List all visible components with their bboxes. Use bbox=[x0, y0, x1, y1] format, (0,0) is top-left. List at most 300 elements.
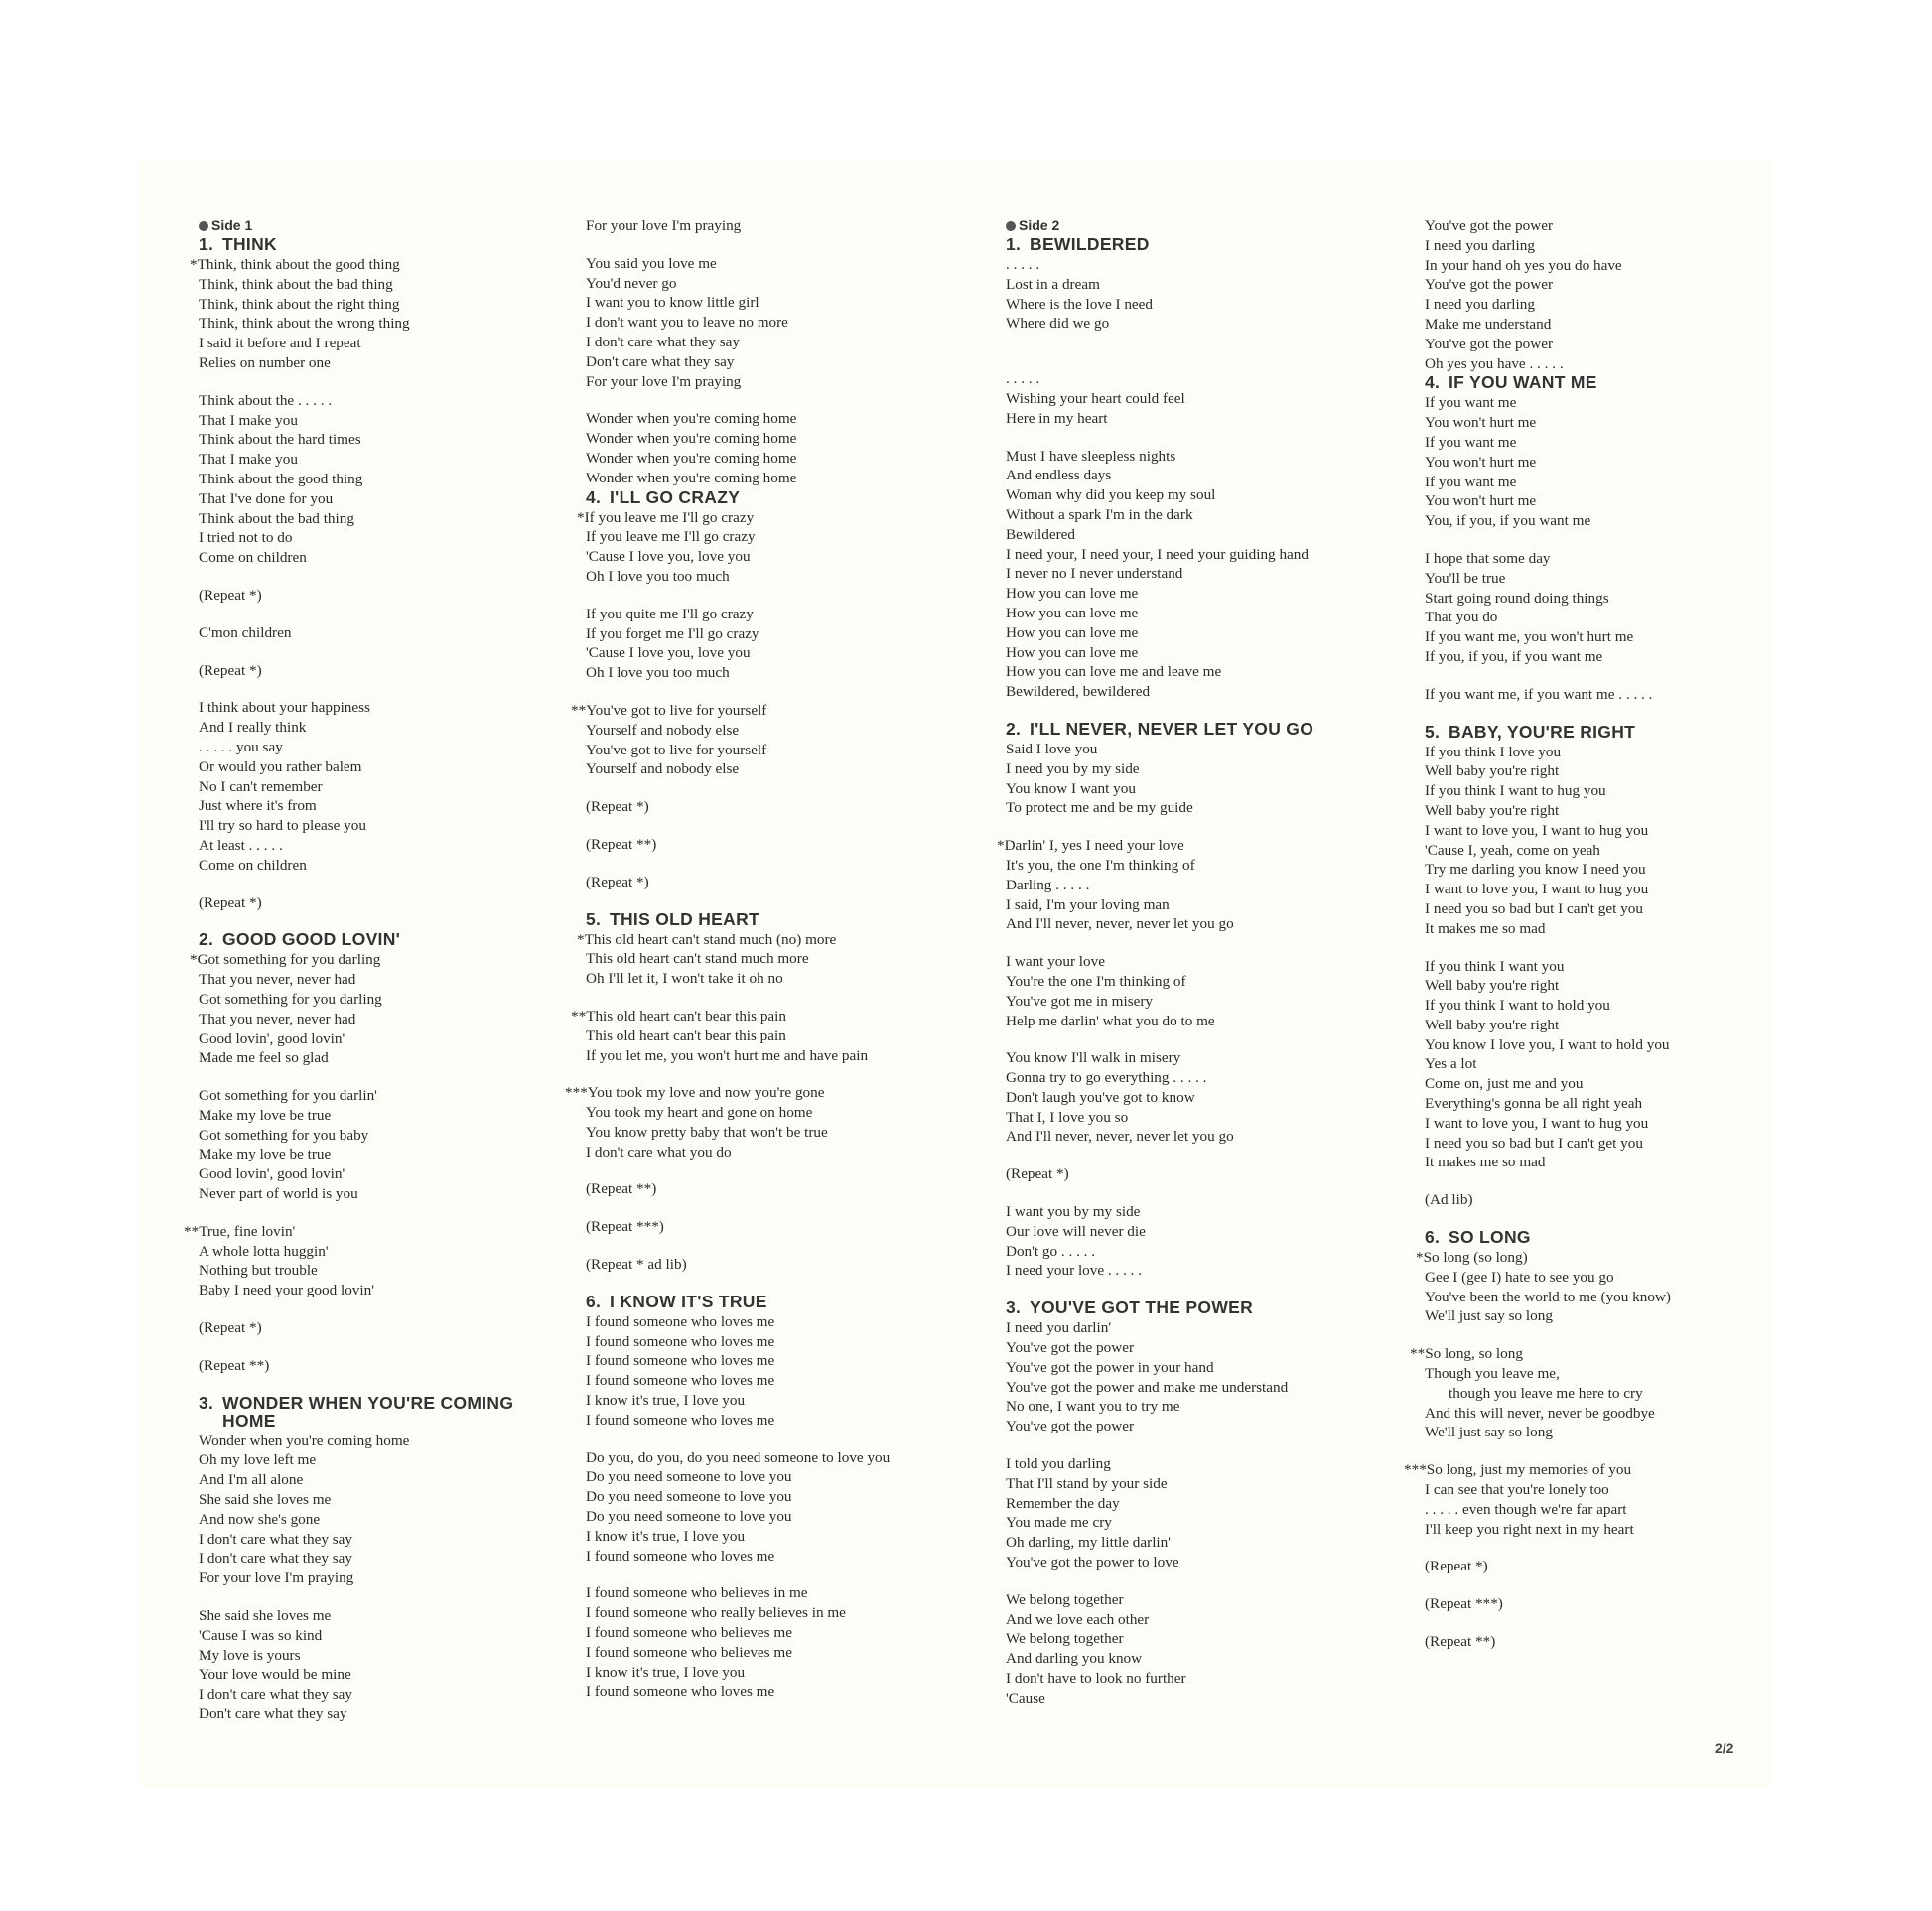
lyric-line: Gonna try to go everything . . . . . bbox=[1006, 1069, 1207, 1087]
lyric-line: You know I want you bbox=[1006, 779, 1136, 797]
stanza-gap bbox=[586, 1237, 983, 1255]
lyric-line: Oh I love you too much bbox=[586, 664, 730, 682]
lyric-line: You've got the power bbox=[1425, 276, 1554, 294]
lyric-line: Well baby you're right bbox=[1425, 801, 1560, 819]
lyric-line: I need you darling bbox=[1425, 236, 1535, 254]
lyric-line: Start going round doing things bbox=[1425, 589, 1609, 607]
lyric-line: Oh darling, my little darlin' bbox=[1006, 1534, 1171, 1552]
lyric-line: ***So long, just my memories of you bbox=[1404, 1461, 1632, 1479]
lyric-line: I found someone who loves me bbox=[586, 1372, 775, 1390]
lyric-line: My love is yours bbox=[199, 1646, 301, 1664]
lyric-line: I found someone who believes me bbox=[586, 1643, 792, 1661]
song-title-text: THIS OLD HEART bbox=[610, 908, 760, 929]
song-number: 6. bbox=[586, 1291, 602, 1311]
lyric-line: If you let me, you won't hurt me and have pain bbox=[586, 1046, 869, 1064]
stanza-gap bbox=[199, 680, 596, 698]
stanza-gap bbox=[586, 1566, 983, 1583]
song-title bbox=[199, 930, 596, 948]
lyric-line: Must I have sleepless nights bbox=[1006, 447, 1176, 465]
song-title-continued: HOME bbox=[222, 1410, 276, 1431]
lyric-line: For your love I'm praying bbox=[586, 217, 742, 234]
lyric-line: I told you darling bbox=[1006, 1455, 1111, 1473]
lyric-line: You know I'll walk in misery bbox=[1006, 1049, 1181, 1067]
lyric-line: I want to love you, I want to hug you bbox=[1425, 1114, 1649, 1132]
lyric-line: Wonder when you're coming home bbox=[586, 430, 797, 448]
lyric-line: Here in my heart bbox=[1006, 409, 1108, 427]
song-title-text: I KNOW IT'S TRUE bbox=[610, 1291, 767, 1311]
lyric-line: I think about your happiness bbox=[199, 699, 370, 717]
song-title-text: SO LONG bbox=[1449, 1227, 1531, 1248]
stanza-gap bbox=[586, 587, 983, 605]
lyric-line: Wonder when you're coming home bbox=[586, 449, 797, 467]
lyric-line: **This old heart can't bear this pain bbox=[571, 1007, 786, 1024]
lyric-line: Relies on number one bbox=[199, 353, 331, 371]
lyric-line: And darling you know bbox=[1006, 1650, 1143, 1668]
lyric-line: No one, I want you to try me bbox=[1006, 1398, 1180, 1416]
lyric-line: *If you leave me I'll go crazy bbox=[577, 508, 755, 526]
stanza-gap bbox=[1006, 1030, 1403, 1048]
lyric-line: If you, if you, if you want me bbox=[1425, 647, 1603, 665]
lyric-line: Think, think about the bad thing bbox=[199, 275, 393, 293]
song-title bbox=[1006, 1298, 1403, 1316]
lyric-line: Good lovin', good lovin' bbox=[199, 1029, 345, 1047]
lyric-line: You made me cry bbox=[1006, 1514, 1112, 1532]
stanza-gap bbox=[1006, 1184, 1403, 1202]
lyric-line: I found someone who really believes in me bbox=[586, 1604, 846, 1622]
lyric-line: Come on children bbox=[199, 856, 307, 874]
lyric-line: Help me darlin' what you do to me bbox=[1006, 1012, 1215, 1029]
lyric-line: Well baby you're right bbox=[1425, 1016, 1560, 1033]
lyric-line: Make my love be true bbox=[199, 1106, 332, 1124]
lyric-line: (Repeat ***) bbox=[586, 1218, 664, 1236]
lyric-line: Baby I need your good lovin' bbox=[199, 1282, 374, 1299]
lyric-line: That you never, never had bbox=[199, 1010, 356, 1027]
lyric-line: If you think I want you bbox=[1425, 957, 1565, 975]
lyric-line: Think about the . . . . . bbox=[199, 391, 333, 409]
lyric-line: Said I love you bbox=[1006, 740, 1098, 757]
lyric-line: I don't care what they say bbox=[586, 333, 740, 350]
lyric-line: I want you by my side bbox=[1006, 1203, 1141, 1221]
lyric-line: (Repeat **) bbox=[1425, 1633, 1496, 1651]
side-label bbox=[199, 216, 596, 235]
song-number: 3. bbox=[1006, 1297, 1022, 1318]
lyric-line: Think about the good thing bbox=[199, 470, 363, 487]
song-number: 5. bbox=[586, 908, 602, 929]
lyric-line: You've got the power bbox=[1425, 335, 1554, 352]
lyric-line: I found someone who loves me bbox=[586, 1352, 775, 1370]
lyric-line: (Repeat *) bbox=[199, 893, 262, 911]
stanza-gap bbox=[586, 1065, 983, 1083]
lyric-line: Remember the day bbox=[1006, 1494, 1120, 1512]
song-title bbox=[199, 1394, 596, 1430]
lyric-line: *Got something for you darling bbox=[190, 951, 381, 969]
lyric-line: *So long (so long) bbox=[1416, 1249, 1528, 1267]
lyric-line: Try me darling you know I need you bbox=[1425, 861, 1646, 879]
lyric-line: That I make you bbox=[199, 411, 298, 429]
lyric-line: Your love would be mine bbox=[199, 1666, 351, 1684]
stanza-gap bbox=[586, 817, 983, 835]
song-title bbox=[586, 488, 983, 506]
lyric-line: Don't go . . . . . bbox=[1006, 1242, 1096, 1260]
lyrics-column bbox=[565, 216, 983, 1702]
lyric-line: I found someone who loves me bbox=[586, 1411, 775, 1429]
lyric-line: Wishing your heart could feel bbox=[1006, 389, 1185, 407]
lyric-line: I don't care what you do bbox=[586, 1143, 732, 1160]
lyric-line: You won't hurt me bbox=[1425, 492, 1537, 510]
lyric-line: I want to love you, I want to hug you bbox=[1425, 821, 1649, 839]
song-title bbox=[586, 910, 983, 928]
stanza-gap bbox=[586, 236, 983, 254]
lyric-line: (Repeat *) bbox=[586, 873, 649, 890]
lyric-line: Got something for you baby bbox=[199, 1126, 369, 1144]
lyric-line: Never part of world is you bbox=[199, 1185, 358, 1203]
lyric-line: (Repeat *) bbox=[586, 798, 649, 816]
lyric-line: We'll just say so long bbox=[1425, 1307, 1553, 1325]
stanza-gap bbox=[1006, 818, 1403, 836]
lyric-line: You've got the power to love bbox=[1006, 1554, 1179, 1571]
lyric-line: (Repeat **) bbox=[586, 1180, 657, 1198]
stanza-gap bbox=[1425, 1172, 1822, 1190]
stanza-gap bbox=[1425, 1614, 1822, 1632]
stanza-gap bbox=[586, 855, 983, 873]
lyric-line: And this will never, never be goodbye bbox=[1425, 1404, 1655, 1422]
stanza-gap bbox=[586, 779, 983, 797]
song-title-text: IF YOU WANT ME bbox=[1449, 372, 1597, 393]
lyric-line: *Darlin' I, yes I need your love bbox=[997, 837, 1184, 855]
lyric-line: Come on children bbox=[199, 549, 307, 567]
song-number: 3. bbox=[199, 1392, 214, 1413]
lyric-line: I found someone who believes in me bbox=[586, 1584, 808, 1602]
lyric-line: I found someone who loves me bbox=[586, 1312, 775, 1330]
lyric-line: It's you, the one I'm thinking of bbox=[1006, 856, 1195, 874]
lyric-line: (Ad lib) bbox=[1425, 1191, 1473, 1209]
lyric-line: And I'll never, never, never let you go bbox=[1006, 915, 1234, 933]
lyric-line: I don't care what they say bbox=[199, 1530, 352, 1548]
lyric-line: If you want me, if you want me . . . . . bbox=[1425, 685, 1653, 703]
lyric-line: I found someone who believes me bbox=[586, 1624, 792, 1642]
lyric-line: And I'll never, never, never let you go bbox=[1006, 1128, 1234, 1146]
lyric-line: though you leave me here to cry bbox=[1449, 1384, 1643, 1402]
lyric-line: Or would you rather balem bbox=[199, 757, 362, 775]
song-number: 5. bbox=[1425, 721, 1441, 742]
lyrics-column bbox=[184, 216, 596, 1724]
stanza-gap bbox=[1425, 667, 1822, 685]
lyric-line: Wonder when you're coming home bbox=[586, 469, 797, 486]
lyric-line: I can see that you're lonely too bbox=[1425, 1481, 1609, 1499]
lyric-line: And I'm all alone bbox=[199, 1471, 304, 1489]
lyric-line: You know pretty baby that won't be true bbox=[586, 1123, 828, 1141]
song-title bbox=[586, 1293, 983, 1310]
lyric-line: Good lovin', good lovin' bbox=[199, 1165, 345, 1183]
lyric-line: Come on, just me and you bbox=[1425, 1075, 1584, 1093]
lyric-line: Yourself and nobody else bbox=[586, 721, 740, 739]
lyric-line: You've been the world to me (you know) bbox=[1425, 1288, 1671, 1305]
lyric-line: You've got the power bbox=[1425, 217, 1554, 234]
side-label-text: Side 1 bbox=[211, 217, 253, 233]
lyric-line: *This old heart can't stand much (no) more bbox=[577, 930, 837, 948]
stanza-gap bbox=[199, 1338, 596, 1356]
lyric-line: Oh my love left me bbox=[199, 1451, 317, 1469]
lyric-line: That I'll stand by your side bbox=[1006, 1474, 1168, 1492]
lyric-line: A whole lotta huggin' bbox=[199, 1242, 329, 1260]
lyric-line: *Think, think about the good thing bbox=[190, 256, 400, 273]
song-number: 2. bbox=[1006, 718, 1022, 739]
lyric-line: ***You took my love and now you're gone bbox=[565, 1084, 825, 1102]
lyric-line: If you think I love you bbox=[1425, 743, 1562, 760]
lyric-line: I know it's true, I love you bbox=[586, 1392, 746, 1410]
song-title-text: BEWILDERED bbox=[1030, 234, 1150, 254]
lyric-line: And I really think bbox=[199, 719, 307, 737]
lyric-line: (Repeat *) bbox=[199, 661, 262, 679]
lyric-line: Without a spark I'm in the dark bbox=[1006, 505, 1193, 523]
lyric-line: That I've done for you bbox=[199, 489, 334, 507]
stanza-gap bbox=[1006, 1147, 1403, 1164]
stanza-gap bbox=[586, 683, 983, 701]
lyric-line: (Repeat **) bbox=[199, 1356, 270, 1374]
lyric-line: Made me feel so glad bbox=[199, 1049, 329, 1067]
lyric-line: I want you to know little girl bbox=[586, 294, 759, 312]
lyric-line: I don't have to look no further bbox=[1006, 1670, 1186, 1688]
song-number: 1. bbox=[199, 234, 214, 254]
stanza-gap bbox=[199, 568, 596, 586]
lyric-line: Though you leave me, bbox=[1425, 1365, 1560, 1383]
lyric-line: I said, I'm your loving man bbox=[1006, 895, 1170, 913]
lyric-line: 'Cause I love you, love you bbox=[586, 548, 751, 566]
lyric-line: I need you by my side bbox=[1006, 759, 1140, 777]
lyric-line: For your love I'm praying bbox=[199, 1570, 354, 1587]
lyric-line: You'd never go bbox=[586, 274, 677, 292]
song-title-text: I'LL GO CRAZY bbox=[610, 486, 741, 507]
lyric-line: I need your love . . . . . bbox=[1006, 1262, 1143, 1280]
song-title bbox=[1425, 723, 1822, 741]
lyric-line: I need you darlin' bbox=[1006, 1319, 1112, 1337]
stanza-gap bbox=[1006, 1572, 1403, 1590]
lyric-line: You've got me in misery bbox=[1006, 992, 1154, 1010]
lyric-line: You took my heart and gone on home bbox=[586, 1104, 813, 1122]
lyric-line: I need you darling bbox=[1425, 296, 1535, 314]
lyric-line: I want your love bbox=[1006, 953, 1105, 971]
lyric-line: **You've got to live for yourself bbox=[571, 701, 767, 719]
lyric-line: I said it before and I repeat bbox=[199, 335, 361, 352]
lyric-line: I found someone who loves me bbox=[586, 1332, 775, 1350]
lyric-line: You're the one I'm thinking of bbox=[1006, 972, 1186, 990]
lyric-line: How you can love me bbox=[1006, 604, 1139, 621]
stanza-gap bbox=[1425, 939, 1822, 957]
lyric-line: You won't hurt me bbox=[1425, 414, 1537, 432]
lyric-line: You, if you, if you want me bbox=[1425, 512, 1591, 530]
lyric-line: How you can love me and leave me bbox=[1006, 663, 1222, 681]
song-number: 4. bbox=[586, 486, 602, 507]
lyric-line: You'll be true bbox=[1425, 569, 1506, 587]
lyric-line: Don't laugh you've got to know bbox=[1006, 1088, 1195, 1106]
stanza-gap bbox=[199, 1300, 596, 1318]
stanza-gap bbox=[1006, 429, 1403, 447]
lyric-line: That I, I love you so bbox=[1006, 1108, 1129, 1126]
lyric-line: Got something for you darling bbox=[199, 990, 382, 1008]
song-number: 6. bbox=[1425, 1227, 1441, 1248]
lyric-line: Do you need someone to love you bbox=[586, 1508, 792, 1526]
lyric-line: You've got the power in your hand bbox=[1006, 1358, 1214, 1376]
lyric-line: If you think I want to hold you bbox=[1425, 997, 1610, 1015]
lyric-line: Just where it's from bbox=[199, 797, 317, 815]
lyric-line: Bewildered, bewildered bbox=[1006, 683, 1151, 701]
lyric-line: **True, fine lovin' bbox=[184, 1222, 296, 1240]
stanza-gap bbox=[1006, 1436, 1403, 1454]
lyric-line: Yourself and nobody else bbox=[586, 760, 740, 778]
lyric-line: (Repeat *) bbox=[199, 586, 262, 604]
stanza-gap bbox=[1425, 1576, 1822, 1594]
lyric-line: I'll try so hard to please you bbox=[199, 817, 366, 835]
lyric-line: (Repeat **) bbox=[586, 835, 657, 853]
lyric-line: We belong together bbox=[1006, 1590, 1124, 1608]
lyric-line: Yes a lot bbox=[1425, 1055, 1477, 1073]
lyric-line: If you want me, you won't hurt me bbox=[1425, 628, 1634, 646]
song-number: 4. bbox=[1425, 372, 1441, 393]
lyric-line: It makes me so mad bbox=[1425, 1154, 1546, 1171]
lyric-line: If you think I want to hug you bbox=[1425, 782, 1606, 800]
lyric-line: 'Cause I, yeah, come on yeah bbox=[1425, 841, 1600, 859]
lyric-line: Wonder when you're coming home bbox=[199, 1432, 410, 1449]
lyric-line: 'Cause I was so kind bbox=[199, 1626, 323, 1644]
stanza-gap bbox=[199, 643, 596, 661]
lyric-line: If you forget me I'll go crazy bbox=[586, 624, 759, 642]
lyric-line: Make my love be true bbox=[199, 1146, 332, 1163]
stanza-gap bbox=[1425, 531, 1822, 549]
lyric-line: We'll just say so long bbox=[1425, 1424, 1553, 1441]
lyric-line: And we love each other bbox=[1006, 1610, 1150, 1628]
lyric-line: And now she's gone bbox=[199, 1510, 321, 1528]
stanza-gap bbox=[586, 989, 983, 1007]
lyric-line: Well baby you're right bbox=[1425, 977, 1560, 995]
lyric-line: This old heart can't stand much more bbox=[586, 950, 809, 968]
lyric-line: C'mon children bbox=[199, 623, 292, 641]
song-title-text: YOU'VE GOT THE POWER bbox=[1030, 1297, 1254, 1318]
lyric-line: . . . . . bbox=[1006, 256, 1040, 273]
lyric-line: She said she loves me bbox=[199, 1491, 332, 1509]
lyric-line: Do you need someone to love you bbox=[586, 1468, 792, 1486]
lyric-line: You said you love me bbox=[586, 254, 717, 272]
stanza-gap bbox=[199, 1588, 596, 1606]
bullet-dot-icon bbox=[1006, 221, 1016, 231]
lyric-line: . . . . . even though we're far apart bbox=[1425, 1500, 1627, 1518]
lyric-line: You won't hurt me bbox=[1425, 453, 1537, 471]
lyric-line: That I make you bbox=[199, 451, 298, 469]
lyric-line: Oh yes you have . . . . . bbox=[1425, 354, 1564, 372]
stanza-gap bbox=[586, 391, 983, 409]
lyric-line: You've got to live for yourself bbox=[586, 741, 767, 758]
lyric-line: . . . . . bbox=[1006, 370, 1040, 388]
lyric-line: . . . . . you say bbox=[199, 738, 283, 755]
lyric-line: I want to love you, I want to hug you bbox=[1425, 881, 1649, 898]
lyric-line: (Repeat * ad lib) bbox=[586, 1256, 687, 1274]
lyric-line: Don't care what they say bbox=[586, 352, 735, 370]
lyric-line: You know I love you, I want to hold you bbox=[1425, 1035, 1670, 1053]
stanza-gap bbox=[586, 1199, 983, 1217]
song-title bbox=[1006, 235, 1403, 253]
stanza-gap bbox=[586, 1431, 983, 1448]
lyric-line: I don't care what they say bbox=[199, 1550, 352, 1568]
lyric-line: If you want me bbox=[1425, 394, 1517, 412]
lyric-line: And endless days bbox=[1006, 467, 1112, 484]
lyric-line: Bewildered bbox=[1006, 525, 1076, 543]
lyric-line: I found someone who loves me bbox=[586, 1683, 775, 1701]
lyric-line: I don't want you to leave no more bbox=[586, 314, 788, 332]
lyric-line: In your hand oh yes you do have bbox=[1425, 256, 1622, 274]
lyric-line: Don't care what they say bbox=[199, 1706, 347, 1723]
lyric-line: I never no I never understand bbox=[1006, 565, 1183, 583]
stanza-gap bbox=[199, 373, 596, 391]
lyric-line: Think, think about the right thing bbox=[199, 295, 400, 313]
lyric-line: Wonder when you're coming home bbox=[586, 410, 797, 428]
lyric-line: This old heart can't bear this pain bbox=[586, 1026, 786, 1044]
stanza-gap bbox=[1006, 934, 1403, 952]
lyric-line: **So long, so long bbox=[1410, 1345, 1523, 1363]
lyric-line: I need you so bad but I can't get you bbox=[1425, 899, 1643, 917]
lyric-line: Think about the bad thing bbox=[199, 509, 354, 527]
lyric-line: (Repeat ***) bbox=[1425, 1595, 1503, 1613]
lyric-line: We belong together bbox=[1006, 1630, 1124, 1648]
lyric-line: For your love I'm praying bbox=[586, 372, 742, 390]
song-title bbox=[1006, 720, 1403, 738]
lyric-line: That you never, never had bbox=[199, 971, 356, 989]
lyric-line: I know it's true, I love you bbox=[586, 1663, 746, 1681]
lyric-line: Gee I (gee I) hate to see you go bbox=[1425, 1268, 1614, 1286]
lyric-line: Oh I love you too much bbox=[586, 567, 730, 585]
song-title-text: I'LL NEVER, NEVER LET YOU GO bbox=[1030, 718, 1314, 739]
lyric-line: Well baby you're right bbox=[1425, 762, 1560, 780]
lyric-line: Everything's gonna be all right yeah bbox=[1425, 1095, 1643, 1113]
stanza-gap bbox=[586, 1161, 983, 1179]
side-label-text: Side 2 bbox=[1019, 217, 1060, 233]
lyric-line: Our love will never die bbox=[1006, 1222, 1146, 1240]
bullet-dot-icon bbox=[199, 221, 208, 231]
lyric-line: You've got the power bbox=[1006, 1339, 1135, 1357]
lyric-line: Darling . . . . . bbox=[1006, 876, 1090, 893]
lyric-line: How you can love me bbox=[1006, 623, 1139, 641]
stanza-gap bbox=[199, 1204, 596, 1222]
lyric-line: (Repeat *) bbox=[199, 1319, 262, 1337]
stanza-gap bbox=[1425, 1326, 1822, 1344]
lyric-line: Think, think about the wrong thing bbox=[199, 315, 410, 333]
song-title-text: BABY, YOU'RE RIGHT bbox=[1449, 721, 1636, 742]
lyric-line: Where did we go bbox=[1006, 315, 1110, 333]
lyric-line: (Repeat *) bbox=[1006, 1165, 1069, 1183]
lyric-line: I found someone who loves me bbox=[586, 1547, 775, 1565]
page-number: 2/2 bbox=[1715, 1740, 1734, 1756]
lyric-line: Think about the hard times bbox=[199, 431, 361, 449]
song-number: 1. bbox=[1006, 234, 1022, 254]
lyric-line: How you can love me bbox=[1006, 643, 1139, 661]
lyric-line: If you want me bbox=[1425, 473, 1517, 490]
lyric-line: I'll keep you right next in my heart bbox=[1425, 1520, 1634, 1538]
lyric-line: It makes me so mad bbox=[1425, 919, 1546, 937]
lyrics-column bbox=[997, 216, 1403, 1708]
stanza-gap bbox=[199, 876, 596, 893]
stanza-gap bbox=[1425, 1442, 1822, 1460]
song-number: 2. bbox=[199, 929, 214, 950]
stanza-gap bbox=[199, 606, 596, 623]
stanza-gap bbox=[1006, 334, 1403, 351]
song-title-text: THINK bbox=[222, 234, 277, 254]
lyric-line: You've got the power bbox=[1006, 1418, 1135, 1435]
side-label bbox=[1006, 216, 1403, 235]
lyrics-column bbox=[1404, 216, 1822, 1652]
lyric-line: Got something for you darlin' bbox=[199, 1087, 377, 1105]
lyric-line: She said she loves me bbox=[199, 1607, 332, 1625]
lyric-line: If you quite me I'll go crazy bbox=[586, 605, 754, 622]
lyric-line: If you want me bbox=[1425, 433, 1517, 451]
lyric-line: 'Cause bbox=[1006, 1689, 1045, 1706]
